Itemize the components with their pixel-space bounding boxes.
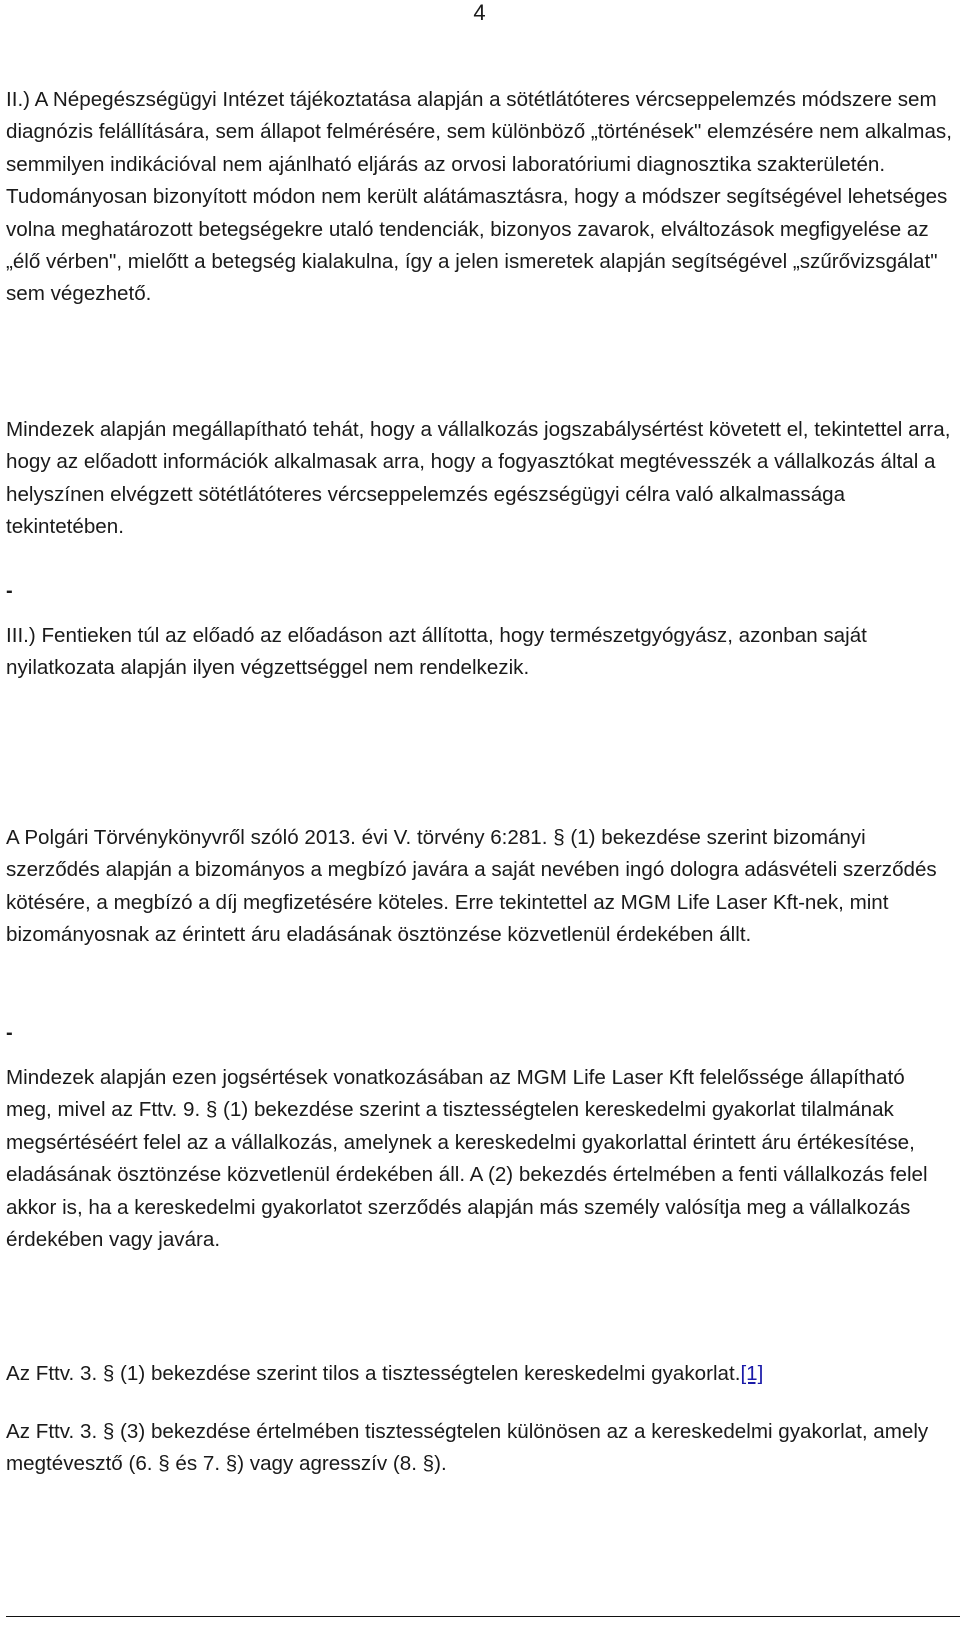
paragraph-fttv-3-1 xyxy=(6,1358,956,1390)
paragraph-fttv-3-3: Az Fttv. 3. § (3) bekezdése értelmében tisztességtelen különösen az a kereskedelmi gyakorlat, amely megtévesztő (6. § és 7. §) vagy agresszív (8. §). xyxy=(6,1420,929,1476)
page-number: 4 xyxy=(473,0,487,25)
separator-dash: - xyxy=(6,580,13,602)
separator-dash: - xyxy=(6,1022,13,1044)
paragraph-liability: Mindezek alapján ezen jogsértések vonatkozásában az MGM Life Laser Kft felelőssége állapítható meg, mivel az Fttv. 9. § (1) bekezdése szerint a tisztességtelen kereskedelmi gyakorlat tilalmának megsértéséért felel az a vállalkozás, amelynek a kereskedelmi gyakorlattal érintett áru értékesítése, eladásának ösztönzése közvetlenül érdekében áll. A (2) bekezdés értelmében a fenti vállalkozás felel akkor is, ha a kereskedelmi gyakorlatot szerződés alapján más személy valósítja meg a vállalkozás érdekében vagy javára. xyxy=(6,1066,928,1252)
footnote-separator-line xyxy=(6,1616,960,1617)
footnote-link[interactable]: [1] xyxy=(740,1362,764,1385)
paragraph-section-ii: II.) A Népegészségügyi Intézet tájékoztatása alapján a sötétlátóteres vércseppelemzés módszere sem diagnózis felállítására, sem állapot felmérésére, sem különböző „történések" elemzésére nem alkalmas, semmilyen indikációval nem ajánlható eljárás az orvosi laboratóriumi diagnosztika szakterületén. Tudományosan bizonyított módon nem került alátámasztásra, hogy a módszer segítségével lehetséges volna meghatározott betegségekre utaló tendenciák, bizonyos zavarok, elváltozások megfigyelése az „élő vérben", mielőtt a betegség kialakulna, így a jelen ismeretek alapján segítségével „szűrővizsgálat" sem végezhető. xyxy=(6,88,952,306)
paragraph-conclusion-1: Mindezek alapján megállapítható tehát, hogy a vállalkozás jogszabálysértést követett el, tekintettel arra, hogy az előadott információk alkalmasak arra, hogy a fogyasztókat megtévesszék a vállalkozás által a helyszínen elvégzett sötétlátóteres vércseppelemzés egészségügyi célra való alkalmassága tekintetében. xyxy=(6,418,951,539)
paragraph-ptk-reference: A Polgári Törvénykönyvről szóló 2013. évi V. törvény 6:281. § (1) bekezdése szerint bizományi szerződés alapján a bizományos a megbízó javára a saját nevében ingó dologra adásvételi szerződés kötésére, a megbízó a díj megfizetésére köteles. Erre tekintettel az MGM Life Laser Kft-nek, mint bizományosnak az érintett áru eladásának ösztönzése közvetlenül érdekében állt. xyxy=(6,826,937,947)
fttv-3-1-text: Az Fttv. 3. § (1) bekezdése szerint tilos a tisztességtelen kereskedelmi gyakorlat. xyxy=(6,1362,741,1385)
paragraph-section-iii: III.) Fentieken túl az előadó az előadáson azt állította, hogy természetgyógyász, azonban saját nyilatkozata alapján ilyen végzettséggel nem rendelkezik. xyxy=(6,624,867,680)
